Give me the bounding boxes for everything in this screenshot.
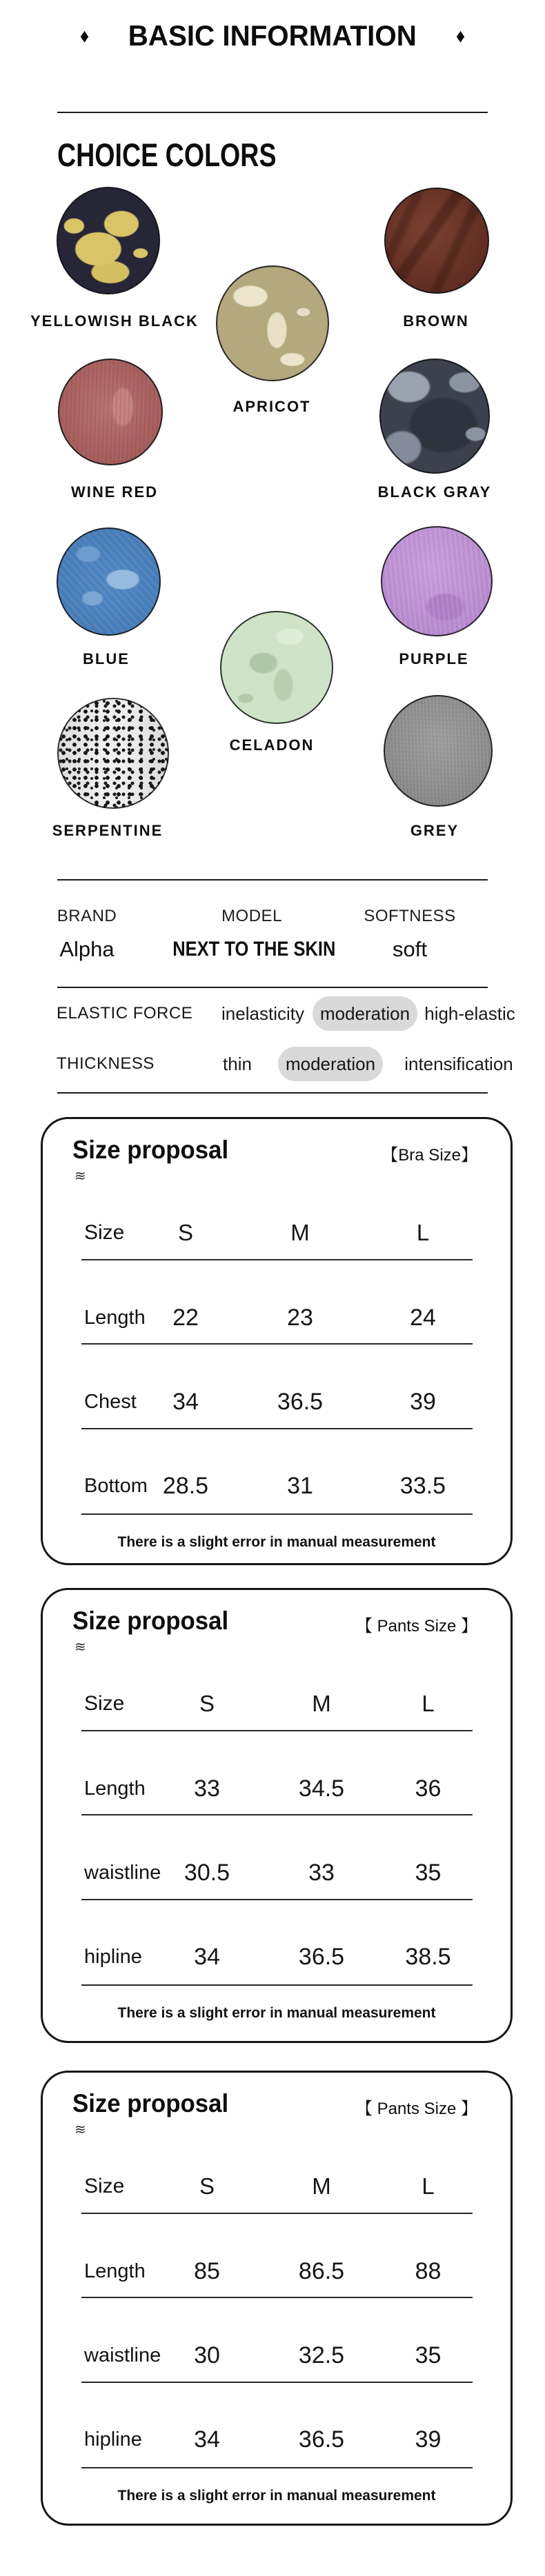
- cell-value: 30: [194, 2342, 220, 2368]
- color-swatch-label: YELLOWISH BLACK: [30, 312, 199, 330]
- section-divider: [57, 112, 488, 113]
- attribute-label-brand: BRAND: [57, 907, 117, 925]
- cell-value: 85: [194, 2257, 220, 2284]
- row-label: Bottom: [84, 1474, 148, 1497]
- cell-value: 36: [415, 1775, 442, 1802]
- color-swatch-brown: [384, 188, 489, 294]
- size-table-tag: 【Bra Size】: [382, 1146, 477, 1165]
- cell-value: 36.5: [298, 2426, 345, 2453]
- table-divider: [81, 1984, 473, 1986]
- table-header-row: [81, 2166, 473, 2207]
- table-row: [81, 1936, 473, 1978]
- row-label: waistline: [84, 2344, 161, 2366]
- column-header: Size: [84, 2175, 125, 2197]
- table-divider: [81, 1259, 473, 1260]
- diamond-icon: ◆: [456, 27, 464, 44]
- option-moderation-selected: moderation: [313, 996, 417, 1031]
- colors-section-title: CHOICE COLORS: [57, 137, 277, 173]
- color-swatch-label: WINE RED: [71, 483, 158, 501]
- cell-value: 23: [287, 1304, 313, 1331]
- attribute-label-model: MODEL: [221, 907, 282, 925]
- color-swatch-apricot: [216, 265, 329, 381]
- column-header: S: [177, 1220, 193, 1245]
- table-row: [81, 2335, 473, 2376]
- size-table-title: Size proposal: [72, 1607, 229, 1635]
- color-swatch-label: CELADON: [229, 736, 315, 754]
- cell-value: 31: [287, 1472, 313, 1499]
- table-divider: [81, 2467, 473, 2468]
- cell-value: 39: [415, 2426, 442, 2453]
- size-table-tag: 【 Pants Size 】: [355, 1617, 477, 1636]
- wave-decoration-icon: ≋: [75, 2122, 84, 2137]
- table-row: [81, 1381, 473, 1422]
- column-header: M: [312, 2173, 331, 2199]
- cell-value: 34: [172, 1388, 199, 1415]
- measurement-note: There is a slight error in manual measurement: [117, 2488, 436, 2504]
- measurement-note: There is a slight error in manual measurement: [117, 2005, 436, 2021]
- row-label: waistline: [84, 1861, 161, 1884]
- column-header: L: [416, 1220, 430, 1245]
- row-label: Chest: [84, 1390, 137, 1413]
- page-title-bar: [0, 19, 545, 52]
- table-row: [81, 1465, 473, 1507]
- color-swatch-blue: [57, 527, 161, 636]
- cell-value: 38.5: [405, 1943, 451, 1970]
- cell-value: 28.5: [162, 1472, 209, 1499]
- section-divider: [57, 879, 488, 881]
- size-table-title: Size proposal: [72, 2089, 229, 2117]
- measurement-note: There is a slight error in manual measurement: [117, 1534, 436, 1550]
- row-label: Length: [84, 1777, 146, 1800]
- attribute-value-softness: soft: [393, 937, 427, 961]
- color-swatch-label: BLACK GRAY: [377, 483, 492, 501]
- column-header: Size: [84, 1221, 125, 1244]
- color-swatch-serpentine: [57, 698, 169, 809]
- cell-value: 33.5: [399, 1472, 446, 1499]
- table-divider: [81, 1730, 473, 1731]
- table-divider: [81, 1343, 473, 1345]
- cell-value: 88: [415, 2257, 442, 2284]
- column-header: L: [422, 1691, 435, 1716]
- section-divider: [57, 1092, 488, 1094]
- column-header: Size: [84, 1692, 125, 1715]
- row-label: hipline: [84, 1945, 142, 1968]
- diamond-icon: ◆: [81, 27, 89, 44]
- color-swatch-yellowish-black: [57, 187, 160, 294]
- color-swatch-black-gray: [379, 359, 490, 474]
- table-row: [81, 1297, 473, 1338]
- table-divider: [81, 1814, 473, 1815]
- color-swatch-label: GREY: [410, 822, 459, 839]
- table-divider: [81, 1428, 473, 1429]
- table-header-row: [81, 1683, 473, 1724]
- cell-value: 33: [194, 1775, 220, 1802]
- cell-value: 22: [172, 1304, 199, 1331]
- option-thin: thin: [223, 1054, 252, 1074]
- table-divider: [81, 1899, 473, 1900]
- column-header: L: [422, 2173, 435, 2199]
- wave-decoration-icon: ≋: [75, 1169, 84, 1184]
- table-row: [81, 2419, 473, 2460]
- column-header: M: [290, 1220, 310, 1245]
- row-label: hipline: [84, 2428, 142, 2451]
- size-table-title: Size proposal: [72, 1136, 229, 1164]
- row-label: Length: [84, 2260, 146, 2282]
- color-swatch-wine-red: [58, 359, 163, 465]
- column-header: S: [199, 2173, 215, 2199]
- row-label: Length: [84, 1306, 146, 1329]
- table-divider: [81, 2297, 473, 2298]
- section-divider: [57, 987, 488, 988]
- table-header-row: [81, 1212, 473, 1254]
- cell-value: 24: [410, 1304, 436, 1331]
- color-swatch-label: PURPLE: [399, 650, 469, 667]
- option-high-elastic: high-elastic: [424, 1003, 515, 1024]
- cell-value: 35: [415, 1859, 442, 1886]
- table-row: [81, 1768, 473, 1809]
- table-divider: [81, 2213, 473, 2214]
- cell-value: 34: [194, 2426, 220, 2453]
- color-swatch-label: SERPENTINE: [52, 822, 164, 839]
- color-swatch-label: APRICOT: [232, 398, 311, 415]
- option-inelasticity: inelasticity: [221, 1003, 304, 1024]
- cell-value: 86.5: [298, 2257, 345, 2284]
- attribute-value-brand: Alpha: [59, 937, 115, 961]
- color-swatch-grey: [384, 695, 493, 807]
- cell-value: 34.5: [298, 1775, 345, 1802]
- table-divider: [81, 2382, 473, 2383]
- option-moderation-selected: moderation: [278, 1047, 383, 1081]
- cell-value: 35: [415, 2342, 442, 2368]
- column-header: S: [199, 1691, 215, 1716]
- table-divider: [81, 1513, 473, 1515]
- cell-value: 30.5: [184, 1859, 230, 1886]
- attribute-label-softness: SOFTNESS: [364, 907, 456, 925]
- table-row: [81, 1852, 473, 1893]
- page-title: BASIC INFORMATION: [128, 19, 417, 52]
- column-header: M: [312, 1691, 331, 1716]
- cell-value: 33: [308, 1859, 335, 1886]
- cell-value: 36.5: [298, 1943, 345, 1970]
- cell-value: 34: [194, 1943, 220, 1970]
- color-swatch-celadon: [220, 611, 333, 724]
- property-label-thickness: THICKNESS: [57, 1054, 155, 1073]
- wave-decoration-icon: ≋: [75, 1640, 84, 1655]
- size-table-pants-2: [41, 2071, 513, 2526]
- property-label-elastic-force: ELASTIC FORCE: [57, 1004, 193, 1023]
- cell-value: 32.5: [298, 2342, 345, 2368]
- size-table-bra: [41, 1117, 513, 1565]
- size-table-tag: 【 Pants Size 】: [355, 2100, 477, 2118]
- color-swatch-label: BLUE: [83, 650, 130, 667]
- table-row: [81, 2251, 473, 2292]
- option-intensification: intensification: [404, 1054, 513, 1074]
- cell-value: 36.5: [277, 1388, 324, 1415]
- size-table-pants-1: [41, 1588, 513, 2043]
- cell-value: 39: [410, 1388, 436, 1415]
- color-swatch-purple: [381, 526, 493, 636]
- attribute-value-model: NEXT TO THE SKIN: [172, 938, 336, 960]
- color-swatch-label: BROWN: [403, 312, 469, 330]
